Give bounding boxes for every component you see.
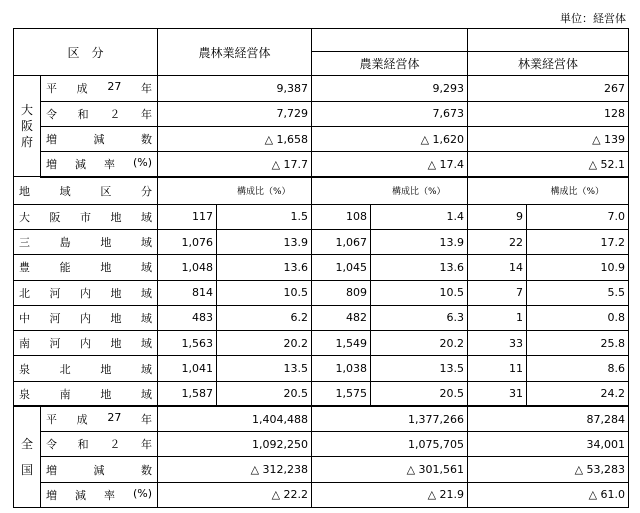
ratio-header: 構成比（%） <box>217 177 312 204</box>
ratio-cell: 13.6 <box>217 255 312 280</box>
value-agri: 9,293 <box>312 76 468 101</box>
value-agri: △ 17.4 <box>312 152 468 177</box>
label-char: 成 <box>76 413 88 427</box>
ratio-cell: 17.2 <box>527 230 629 255</box>
label-char: 地 <box>19 184 30 198</box>
label-char: 率 <box>103 158 115 172</box>
ratio-cell: 5.5 <box>527 280 629 305</box>
label-char: 減 <box>93 463 105 477</box>
spaced-label <box>17 335 154 351</box>
label-char: 域 <box>141 210 152 224</box>
label-char: 河 <box>49 286 61 300</box>
spaced-label <box>17 209 154 225</box>
value-agri-forestry: 9,387 <box>158 76 312 101</box>
count-cell: 7 <box>468 280 527 305</box>
count-cell: 1,549 <box>312 331 371 356</box>
label-char: 減 <box>74 488 86 502</box>
label-char: 河 <box>49 337 61 351</box>
count-cell: 117 <box>158 204 217 229</box>
ratio-cell: 13.6 <box>371 255 468 280</box>
value-forestry: 267 <box>468 76 629 101</box>
spaced-label <box>17 183 154 199</box>
label-char: 域 <box>141 362 153 376</box>
ratio-cell: 13.5 <box>371 356 468 381</box>
label-char: 27 <box>107 80 122 94</box>
ratio-cell: 20.2 <box>217 331 312 356</box>
row-label <box>41 406 158 431</box>
label-char: (%) <box>132 156 152 170</box>
ratio-cell: 0.8 <box>527 305 629 330</box>
value-forestry: △ 53,283 <box>468 457 629 482</box>
header-agri: 農業経営体 <box>312 52 468 76</box>
group-label-char: 国 <box>20 463 33 478</box>
label-char: 豊 <box>19 261 30 275</box>
value-agri-forestry: 7,729 <box>158 101 312 126</box>
label-char: 増 <box>46 488 57 502</box>
label-char: 減 <box>93 133 105 147</box>
ratio-cell: 20.5 <box>371 381 468 406</box>
region-label <box>14 230 158 255</box>
label-char: 令 <box>46 107 57 121</box>
region-header-label <box>14 177 158 204</box>
value-agri-forestry: △ 17.7 <box>158 152 312 177</box>
spaced-label <box>17 361 154 377</box>
region-label <box>14 381 158 406</box>
value-agri-forestry: △ 1,658 <box>158 126 312 151</box>
count-cell: 33 <box>468 331 527 356</box>
spaced-label <box>44 436 154 452</box>
region-label <box>14 305 158 330</box>
label-char: 南 <box>59 387 71 401</box>
count-cell: 1,575 <box>312 381 371 406</box>
header-agri-forestry: 農林業経営体 <box>158 29 312 76</box>
count-cell: 1,038 <box>312 356 371 381</box>
region-header-blank <box>158 177 217 204</box>
group-label-char: 全 <box>20 436 33 451</box>
label-char: 阪 <box>49 210 61 224</box>
ratio-cell: 13.9 <box>217 230 312 255</box>
label-char: 減 <box>74 158 86 172</box>
label-char: 増 <box>46 463 57 477</box>
ratio-cell: 7.0 <box>527 204 629 229</box>
count-cell: 482 <box>312 305 371 330</box>
spaced-label <box>44 462 154 478</box>
ratio-cell: 24.2 <box>527 381 629 406</box>
group-label-char: 阪 <box>20 119 33 134</box>
label-char: 平 <box>46 82 57 96</box>
label-char: 域 <box>59 184 71 198</box>
count-cell: 14 <box>468 255 527 280</box>
row-label <box>41 482 158 507</box>
value-forestry: 34,001 <box>468 432 629 457</box>
label-char: 年 <box>141 438 153 452</box>
label-char: ２ <box>109 438 121 452</box>
ratio-cell: 10.9 <box>527 255 629 280</box>
spaced-label <box>17 259 154 275</box>
ratio-cell: 1.4 <box>371 204 468 229</box>
ratio-cell: 6.3 <box>371 305 468 330</box>
row-label <box>41 101 158 126</box>
label-char: 能 <box>59 261 71 275</box>
label-char: 内 <box>80 311 91 325</box>
ratio-cell: 6.2 <box>217 305 312 330</box>
label-char: 和 <box>77 438 89 452</box>
count-cell: 1,563 <box>158 331 217 356</box>
region-label <box>14 356 158 381</box>
label-char: 年 <box>141 413 153 427</box>
osaka-group-label <box>14 76 41 177</box>
count-cell: 31 <box>468 381 527 406</box>
ratio-cell: 20.2 <box>371 331 468 356</box>
region-header-blank <box>312 177 371 204</box>
label-char: 地 <box>100 387 112 401</box>
group-label-char: 府 <box>20 135 33 150</box>
ratio-cell: 10.5 <box>371 280 468 305</box>
statistics-table <box>13 28 629 508</box>
region-header-blank <box>468 177 527 204</box>
label-char: (%) <box>132 486 152 500</box>
spaced-label <box>17 285 154 301</box>
value-agri: △ 21.9 <box>312 482 468 507</box>
label-char: 地 <box>110 210 122 224</box>
ratio-cell: 8.6 <box>527 356 629 381</box>
spaced-label <box>44 156 154 172</box>
value-forestry: △ 139 <box>468 126 629 151</box>
region-label <box>14 204 158 229</box>
count-cell: 108 <box>312 204 371 229</box>
label-char: 三 <box>19 236 30 250</box>
spaced-label <box>44 411 154 427</box>
label-char: 27 <box>107 411 122 425</box>
value-agri: 1,377,266 <box>312 406 468 431</box>
count-cell: 11 <box>468 356 527 381</box>
label-char: 地 <box>100 362 112 376</box>
ratio-cell: 1.5 <box>217 204 312 229</box>
header-forestry: 林業経営体 <box>468 52 629 76</box>
ratio-cell: 20.5 <box>217 381 312 406</box>
label-char: 域 <box>141 337 152 351</box>
header-blank <box>312 29 468 52</box>
label-char: 域 <box>141 261 153 275</box>
label-char: 和 <box>77 107 89 121</box>
count-cell: 1,041 <box>158 356 217 381</box>
count-cell: 22 <box>468 230 527 255</box>
count-cell: 1,048 <box>158 255 217 280</box>
value-forestry: △ 61.0 <box>468 482 629 507</box>
label-char: 北 <box>59 362 71 376</box>
value-agri-forestry: △ 22.2 <box>158 482 312 507</box>
count-cell: 483 <box>158 305 217 330</box>
spaced-label <box>44 80 154 96</box>
label-char: 域 <box>141 387 153 401</box>
label-char: 年 <box>141 82 153 96</box>
label-char: 南 <box>19 337 30 351</box>
label-char: 年 <box>141 107 153 121</box>
row-label <box>41 76 158 101</box>
value-agri: 1,075,705 <box>312 432 468 457</box>
value-agri: △ 1,620 <box>312 126 468 151</box>
count-cell: 9 <box>468 204 527 229</box>
label-char: 泉 <box>19 362 30 376</box>
spaced-label <box>17 234 154 250</box>
label-char: 地 <box>110 311 122 325</box>
ratio-cell: 13.9 <box>371 230 468 255</box>
ratio-cell: 25.8 <box>527 331 629 356</box>
count-cell: 1,067 <box>312 230 371 255</box>
count-cell: 809 <box>312 280 371 305</box>
label-char: 北 <box>19 286 30 300</box>
label-char: 島 <box>59 236 71 250</box>
region-label <box>14 255 158 280</box>
label-char: 地 <box>110 286 122 300</box>
count-cell: 1,587 <box>158 381 217 406</box>
group-label-char: 大 <box>20 103 33 118</box>
count-cell: 1 <box>468 305 527 330</box>
count-cell: 814 <box>158 280 217 305</box>
spaced-label <box>44 131 154 147</box>
value-agri-forestry: 1,092,250 <box>158 432 312 457</box>
label-char: ２ <box>109 107 121 121</box>
label-char: 河 <box>49 311 61 325</box>
label-char: 令 <box>46 438 57 452</box>
label-char: 中 <box>19 311 30 325</box>
label-char: 地 <box>100 261 112 275</box>
spaced-label <box>17 386 154 402</box>
value-forestry: 87,284 <box>468 406 629 431</box>
count-cell: 1,076 <box>158 230 217 255</box>
spaced-label <box>44 106 154 122</box>
label-char: 泉 <box>19 387 30 401</box>
label-char: 内 <box>80 286 91 300</box>
label-char: 成 <box>76 82 88 96</box>
ratio-cell: 13.5 <box>217 356 312 381</box>
row-label <box>41 152 158 177</box>
region-label <box>14 331 158 356</box>
label-char: 分 <box>141 184 153 198</box>
label-char: 大 <box>19 210 30 224</box>
label-char: 区 <box>100 184 112 198</box>
label-char: 地 <box>100 236 112 250</box>
value-agri-forestry: △ 312,238 <box>158 457 312 482</box>
value-agri-forestry: 1,404,488 <box>158 406 312 431</box>
ratio-cell: 10.5 <box>217 280 312 305</box>
label-char: 数 <box>141 133 152 147</box>
value-agri: △ 301,561 <box>312 457 468 482</box>
spaced-label <box>44 487 154 503</box>
label-char: 率 <box>103 488 115 502</box>
label-char: 内 <box>80 337 91 351</box>
row-label <box>41 126 158 151</box>
header-blank <box>468 29 629 52</box>
label-char: 増 <box>46 158 57 172</box>
header-kubun: 区 分 <box>14 29 158 76</box>
value-forestry: 128 <box>468 101 629 126</box>
value-agri: 7,673 <box>312 101 468 126</box>
label-char: 増 <box>46 133 57 147</box>
label-char: 域 <box>141 311 152 325</box>
label-char: 市 <box>80 210 91 224</box>
label-char: 域 <box>141 286 152 300</box>
label-char: 数 <box>141 463 152 477</box>
row-label <box>41 432 158 457</box>
label-char: 平 <box>46 413 57 427</box>
label-char: 域 <box>141 236 153 250</box>
national-group-label <box>14 406 41 507</box>
value-forestry: △ 52.1 <box>468 152 629 177</box>
label-char: 地 <box>110 337 122 351</box>
count-cell: 1,045 <box>312 255 371 280</box>
unit-label: 単位：経営体 <box>560 12 626 25</box>
row-label <box>41 457 158 482</box>
ratio-header: 構成比（%） <box>371 177 468 204</box>
region-label <box>14 280 158 305</box>
ratio-header: 構成比（%） <box>527 177 629 204</box>
spaced-label <box>17 310 154 326</box>
